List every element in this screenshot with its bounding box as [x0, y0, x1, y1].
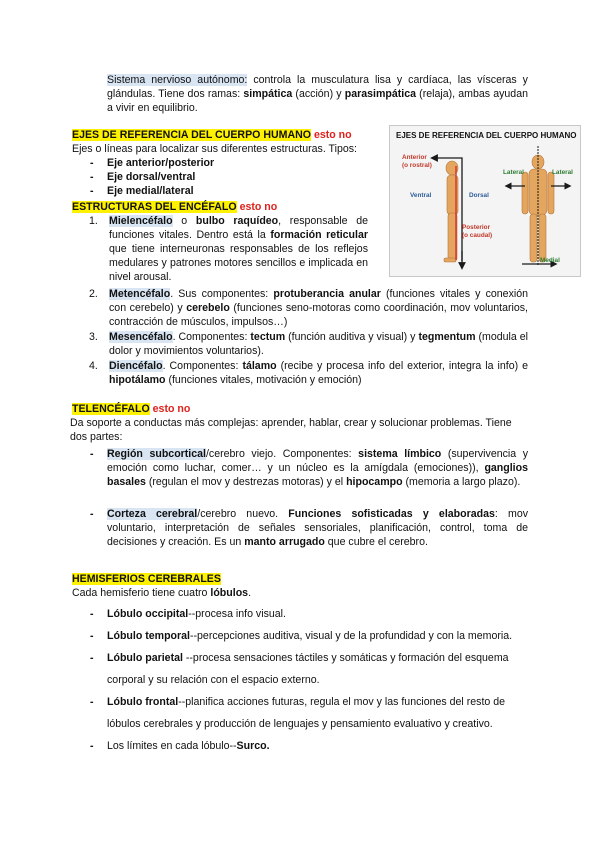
list-item: - Lóbulo parietal --procesa sensaciones táctiles y somáticas y formación del esquema corporal y su relación con el espacio externo.	[72, 647, 528, 691]
list-item: - Lóbulo frontal--planifica acciones futuras, regula el mov y las funciones del resto de lóbulos cerebrales y producción de lenguajes y pensamiento evaluativo y creativo.	[72, 691, 528, 735]
body-axes-figure	[389, 125, 581, 277]
hemisferios-section	[72, 572, 528, 757]
list-item: - Los límites en cada lóbulo--Surco.	[72, 735, 528, 757]
list-item: - Eje medial/lateral	[72, 184, 372, 198]
hemisferios-intro: Cada hemisferio tiene cuatro lóbulos.	[72, 587, 252, 599]
label-lateral-left: Lateral	[503, 169, 524, 176]
encefalo-heading-line	[72, 200, 277, 214]
hemisferios-heading-line	[72, 572, 528, 586]
label-dorsal: Dorsal	[469, 192, 489, 199]
intro-text-3: (relaja), ambas ayudan a vivir en equilibrio.	[107, 88, 528, 114]
telencefalo-section	[72, 402, 528, 549]
body-axes-illustration	[390, 126, 580, 276]
list-item: 3. Mesencéfalo. Componentes: tectum (función auditiva y visual) y tegmentum (modula el dolor y movimientos voluntarios).	[89, 331, 529, 357]
ejes-tag: esto no	[313, 129, 352, 141]
list-item: - Lóbulo temporal--percepciones auditiva, visual y de la profundidad y con la memoria.	[72, 625, 528, 647]
label-anterior: Anterior (o rostral)	[402, 154, 432, 169]
list-item: - Región subcortical/cerebro viejo. Componentes: sistema límbico (supervivencia y emoción como luchar, comer… y un núcleo es la amígdala (emociones)), ganglios basales (regulan el mov y destrezas motoras) y el hipocampo (memoria a largo plazo).	[72, 447, 528, 489]
list-item: - Lóbulo occipital--procesa info visual.	[72, 603, 528, 625]
telencefalo-tag: esto no	[152, 403, 191, 415]
encefalo-list-2	[72, 287, 528, 387]
ejes-intro: Ejes o líneas para localizar sus diferentes estructuras. Tipos:	[72, 143, 357, 155]
hemisferios-list	[72, 603, 528, 757]
list-item: - Eje dorsal/ventral	[72, 170, 372, 184]
encefalo-tag: esto no	[239, 201, 278, 213]
encefalo-list-1	[72, 214, 368, 284]
ejes-list	[72, 156, 372, 198]
intro-paragraph	[107, 73, 528, 115]
list-item: 1. Mielencéfalo o bulbo raquídeo, responsable de funciones vitales. Dentro está la formación reticular que tiene interneuronas responsables de los reflejos medulares y patrones motores sencillos e implicada en nivel arousal.	[89, 215, 368, 283]
ejes-heading: EJES DE REFERENCIA DEL CUERPO HUMANO	[72, 129, 311, 141]
list-item: - Eje anterior/posterior	[72, 156, 372, 170]
telencefalo-heading-line	[72, 402, 528, 416]
telencefalo-intro: Da soporte a conductas más complejas: aprender, hablar, crear y solucionar problemas. Tiene dos partes:	[70, 417, 512, 443]
list-item: 4. Diencéfalo. Componentes: tálamo (recibe y procesa info del exterior, integra la info) e hipotálamo (funciones vitales, motivación y emoción)	[89, 360, 529, 386]
label-medial: Medial	[540, 257, 560, 264]
intro-term: Sistema nervioso autónomo:	[107, 74, 248, 86]
ejes-section	[72, 128, 372, 198]
telencefalo-heading: TELENCÉFALO	[72, 403, 150, 415]
intro-simpatica: simpática	[243, 88, 293, 100]
figure-title: EJES DE REFERENCIA DEL CUERPO HUMANO	[396, 131, 577, 140]
label-posterior: Posterior (o caudal)	[462, 224, 493, 239]
hemisferios-heading: HEMISFERIOS CEREBRALES	[72, 573, 221, 585]
encefalo-heading: ESTRUCTURAS DEL ENCÉFALO	[72, 201, 237, 213]
list-item: - Corteza cerebral/cerebro nuevo. Funciones sofisticadas y elaboradas: mov voluntario, interpretación de señales sensoriales, planificación, control, toma de decisiones y creación. Es un manto arrugado que cubre el cerebro.	[72, 507, 528, 549]
telencefalo-list	[72, 447, 528, 549]
list-item: 2. Metencéfalo. Sus componentes: protuberancia anular (funciones vitales y conexión con cerebelo) y cerebelo (funciones seno-motoras como coordinación, mov voluntarios, contracción de músculos, impulsos…)	[89, 288, 528, 328]
label-lateral-right: Lateral	[552, 169, 573, 176]
label-ventral: Ventral	[410, 192, 432, 199]
intro-parasimpatica: parasimpática	[344, 88, 416, 100]
intro-text-2: (acción) y	[292, 88, 345, 100]
intro-text-1: controla la musculatura lisa y cardíaca, las vísceras y glándulas. Tiene dos ramas:	[107, 74, 528, 100]
ejes-heading-line	[72, 128, 372, 142]
